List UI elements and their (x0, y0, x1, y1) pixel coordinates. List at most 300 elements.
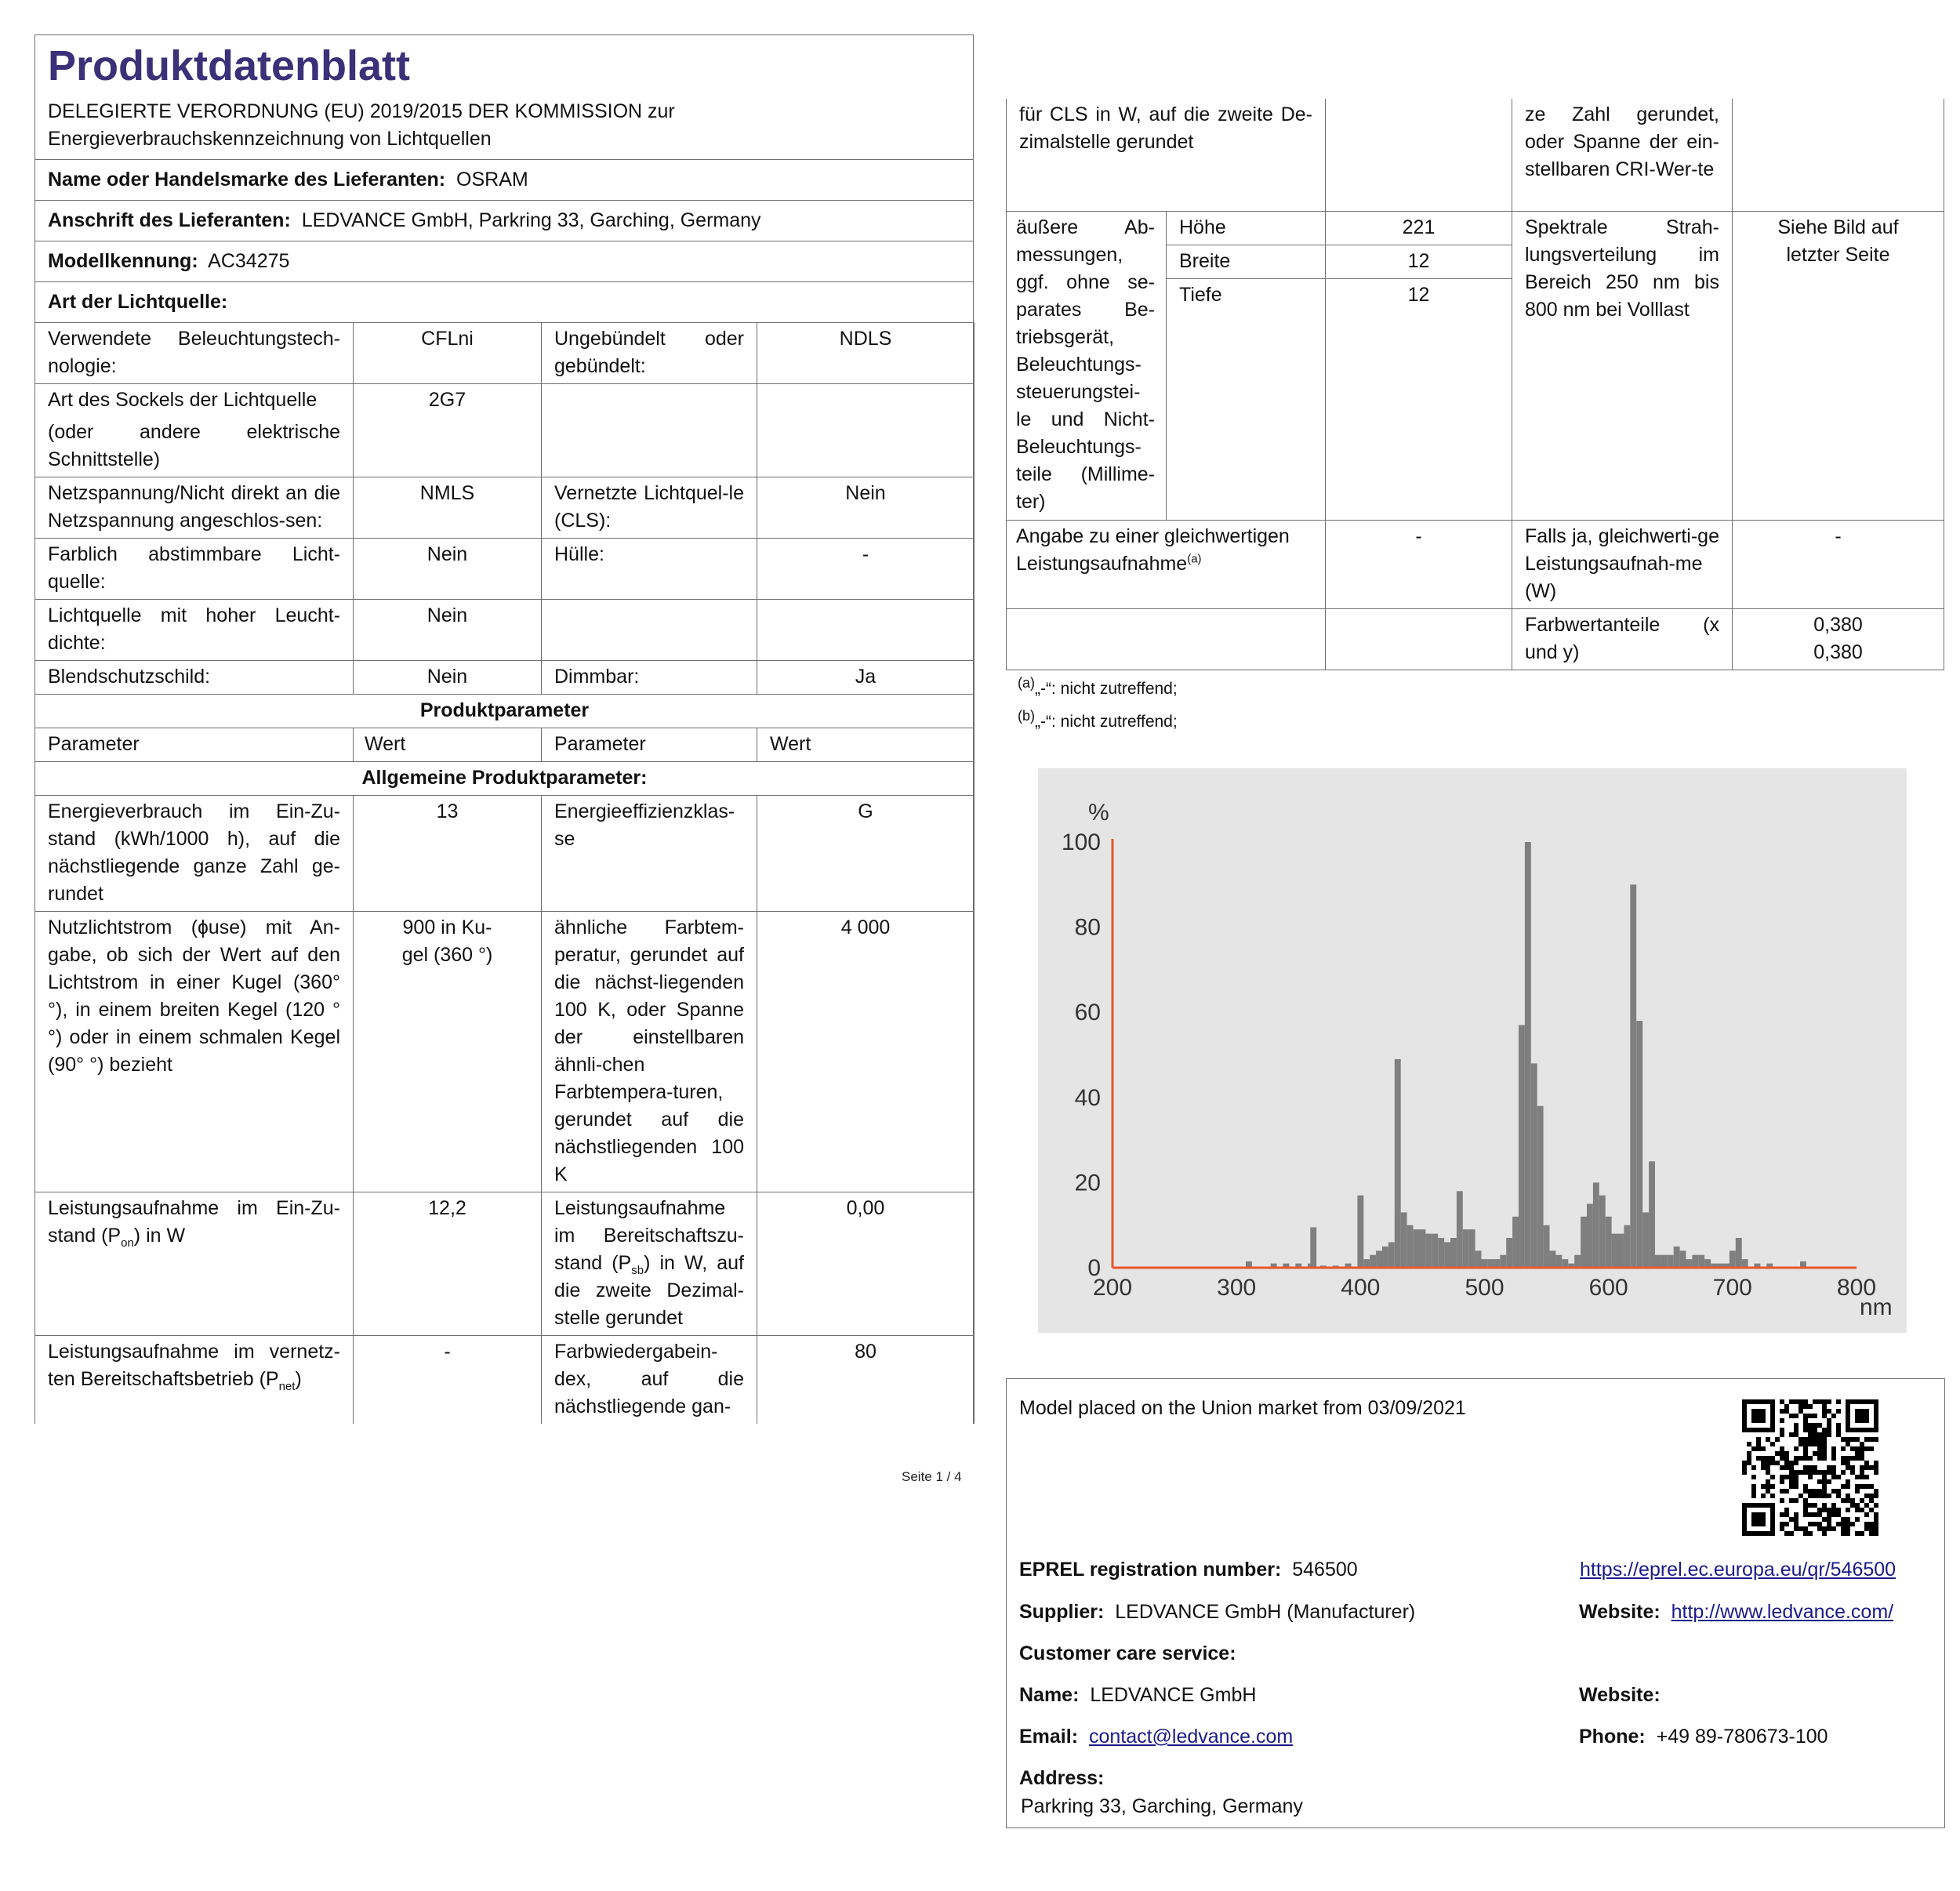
qr-module (1841, 1437, 1846, 1442)
qr-module (1770, 1456, 1775, 1461)
qr-module (1836, 1428, 1841, 1432)
qr-module (1846, 1517, 1850, 1522)
qr-module (1860, 1442, 1864, 1446)
email-label: Email: (1019, 1726, 1079, 1748)
qr-module (1817, 1437, 1822, 1442)
qr-module (1803, 1451, 1808, 1456)
spectrum-bar (1636, 1021, 1642, 1268)
qr-module (1803, 1446, 1808, 1451)
empty-cell (1326, 609, 1512, 670)
equiv-label (1007, 521, 1326, 609)
model-value: AC34275 (208, 250, 290, 272)
qr-module (1747, 1442, 1751, 1446)
qr-module (1794, 1512, 1798, 1517)
qr-module (1808, 1428, 1813, 1432)
info-box (1006, 1378, 1945, 1828)
qr-module (1813, 1437, 1817, 1442)
qr-module (1855, 1451, 1860, 1456)
x-tick-label: 600 (1588, 1275, 1628, 1301)
qr-module (1850, 1498, 1855, 1503)
qr-module (1831, 1446, 1836, 1451)
qr-module (1808, 1465, 1813, 1470)
equiv-label-text: Angabe zu einer gleichwertigen Leistungsaufnahme (1016, 525, 1290, 575)
qr-module (1827, 1508, 1831, 1512)
qr-module (1808, 1456, 1813, 1461)
glare-value: Nein (354, 661, 542, 695)
qr-module (1850, 1470, 1855, 1475)
qr-module (1803, 1456, 1808, 1461)
supplier-name-row (35, 160, 973, 201)
qr-module (1822, 1503, 1827, 1508)
qr-module (1822, 1446, 1827, 1451)
qr-module (1841, 1522, 1846, 1526)
qr-module (1789, 1432, 1794, 1437)
qr-module (1813, 1451, 1817, 1456)
qr-module (1822, 1526, 1827, 1531)
mains-label: Netzspannung/Nicht direkt an die Netzspannung angeschlos-sen: (35, 477, 354, 539)
qr-module (1747, 1461, 1751, 1465)
qr-module (1798, 1526, 1803, 1531)
qr-module (1822, 1489, 1827, 1494)
equiv-power-value: - (1733, 521, 1944, 609)
qr-module (1784, 1465, 1789, 1470)
spectrum-bar (1401, 1212, 1407, 1268)
care-name-label: Name: (1019, 1684, 1080, 1706)
qr-module (1831, 1526, 1836, 1531)
qr-module (1789, 1484, 1794, 1489)
qr-module (1780, 1428, 1784, 1432)
psb-sub: sb (631, 1264, 644, 1277)
x-tick-label: 200 (1092, 1275, 1133, 1301)
qr-module (1822, 1456, 1827, 1461)
psb-label-unit: ) in W, auf die zweite Dezimal-stelle gerundet (554, 1252, 744, 1329)
qr-module (1869, 1522, 1874, 1526)
qr-module (1841, 1461, 1846, 1465)
qr-module (1827, 1526, 1831, 1531)
qr-module (1874, 1526, 1878, 1531)
energy-value: 13 (354, 796, 542, 912)
qr-module (1808, 1503, 1813, 1508)
qr-module (1846, 1494, 1850, 1498)
footnote-a-mark: (a) (1018, 675, 1035, 691)
website-link[interactable]: http://www.ledvance.com/ (1671, 1601, 1894, 1623)
qr-module (1756, 1456, 1761, 1461)
spectrum-bar (1382, 1247, 1388, 1268)
qr-module (1780, 1479, 1784, 1484)
width-label: Breite (1167, 245, 1326, 279)
params-section-title-text: Produktparameter (419, 699, 590, 721)
chroma-values (1733, 609, 1944, 670)
qr-module (1789, 1461, 1794, 1465)
qr-module (1789, 1475, 1794, 1479)
qr-module (1766, 1456, 1770, 1461)
x-tick-label: 400 (1341, 1275, 1381, 1301)
spectrum-bar (1432, 1234, 1438, 1268)
spectrum-bar (1544, 1225, 1550, 1268)
qr-module (1831, 1512, 1836, 1517)
qr-module (1784, 1404, 1789, 1409)
qr-module (1813, 1442, 1817, 1446)
qr-module (1756, 1446, 1761, 1451)
qr-module (1822, 1414, 1827, 1418)
spectrum-bar (1500, 1255, 1506, 1268)
qr-module (1794, 1446, 1798, 1451)
spectral-label: Spektrale Strah-lungsverteilung im Bereich 250 nm bis 800 nm bei Volllast (1512, 212, 1733, 521)
qr-module (1841, 1456, 1846, 1461)
qr-module (1855, 1508, 1860, 1512)
qr-module (1780, 1512, 1784, 1517)
qr-module (1803, 1512, 1808, 1517)
high-luminance-label: Lichtquelle mit hoher Leucht-dichte: (35, 600, 354, 661)
qr-module (1827, 1409, 1831, 1414)
customer-care-label: Customer care service: (1019, 1642, 1236, 1664)
qr-module (1766, 1489, 1770, 1494)
qr-module (1846, 1461, 1850, 1465)
qr-module (1855, 1437, 1860, 1442)
qr-module (1864, 1494, 1869, 1498)
qr-module (1841, 1526, 1846, 1531)
qr-module (1794, 1414, 1798, 1418)
supplier-value: LEDVANCE GmbH (Manufacturer) (1115, 1601, 1416, 1623)
spectrum-bar (1512, 1217, 1519, 1268)
qr-module (1817, 1446, 1822, 1451)
qr-module (1742, 1461, 1747, 1465)
qr-module (1860, 1451, 1864, 1456)
supplier-address-label: Anschrift des Lieferanten: (48, 209, 291, 231)
qr-module (1794, 1470, 1798, 1475)
qr-module (1794, 1498, 1798, 1503)
equiv-sup: (a) (1187, 552, 1202, 566)
qr-module (1846, 1498, 1850, 1503)
qr-module (1831, 1470, 1836, 1475)
qr-module (1780, 1451, 1784, 1456)
socket-label (35, 384, 354, 477)
color-tunable-value: Nein (354, 539, 542, 600)
qr-module (1780, 1456, 1784, 1461)
phone-label: Phone: (1579, 1726, 1646, 1748)
spectrum-bar (1482, 1259, 1488, 1268)
spectrum-bar (1581, 1217, 1587, 1268)
qr-module (1780, 1399, 1784, 1404)
qr-module (1808, 1414, 1813, 1418)
spectrum-bar (1363, 1259, 1370, 1268)
qr-module (1794, 1479, 1798, 1484)
spectrum-bar (1550, 1250, 1556, 1268)
source-type-label: Art der Lichtquelle: (48, 291, 228, 313)
qr-finder (1751, 1409, 1766, 1423)
qr-module (1855, 1531, 1860, 1536)
qr-module (1808, 1442, 1813, 1446)
pnet-cont-label: für CLS in W, auf die zweite De-zimalstelle gerundet (1007, 99, 1326, 212)
qr-module (1803, 1399, 1808, 1404)
tech-value: CFLni (354, 323, 542, 384)
model-label: Modellkennung: (48, 250, 198, 272)
qr-module (1770, 1494, 1775, 1498)
x-tick-label: 300 (1217, 1275, 1257, 1301)
qr-module (1822, 1508, 1827, 1512)
qr-module (1817, 1508, 1822, 1512)
qr-module (1860, 1465, 1864, 1470)
height-value: 221 (1326, 212, 1512, 245)
qr-module (1766, 1461, 1770, 1465)
spectrum-bar (1630, 884, 1636, 1268)
qr-module (1822, 1475, 1827, 1479)
qr-module (1813, 1465, 1817, 1470)
qr-module (1836, 1399, 1841, 1404)
phone-row (1579, 1723, 1828, 1751)
qr-module (1813, 1432, 1817, 1437)
qr-module (1869, 1437, 1874, 1442)
qr-module (1874, 1465, 1878, 1470)
qr-module (1817, 1399, 1822, 1404)
qr-module (1841, 1446, 1846, 1451)
qr-module (1813, 1489, 1817, 1494)
pon-sub: on (121, 1236, 134, 1250)
qr-module (1822, 1484, 1827, 1489)
bundled-label: Ungebündelt oder gebündelt: (542, 323, 757, 384)
qr-module (1817, 1432, 1822, 1437)
qr-module (1798, 1399, 1803, 1404)
qr-module (1803, 1404, 1808, 1409)
qr-module (1798, 1404, 1803, 1409)
address-row (1019, 1765, 1104, 1792)
qr-module (1742, 1465, 1747, 1470)
qr-module (1841, 1484, 1846, 1489)
qr-module (1831, 1503, 1836, 1508)
footnote-a (1018, 677, 1178, 701)
cri-label: Farbwiedergabein-dex, auf die nächstliegende gan- (542, 1336, 757, 1425)
eprel-link[interactable]: https://eprel.ec.europa.eu/qr/546500 (1580, 1559, 1896, 1581)
qr-module (1850, 1465, 1855, 1470)
qr-module (1846, 1442, 1850, 1446)
qr-module (1855, 1446, 1860, 1451)
qr-module (1864, 1503, 1869, 1508)
qr-module (1860, 1446, 1864, 1451)
qr-module (1770, 1461, 1775, 1465)
qr-module (1775, 1461, 1780, 1465)
col-header-value: Wert (757, 728, 975, 762)
cri-value: 80 (757, 1336, 975, 1425)
qr-module (1803, 1498, 1808, 1503)
qr-module (1855, 1489, 1860, 1494)
spectrum-bar (1494, 1259, 1500, 1268)
empty-cell (542, 384, 757, 477)
website-label: Website: (1579, 1601, 1661, 1623)
qr-module (1846, 1465, 1850, 1470)
qr-module (1831, 1508, 1836, 1512)
general-params-title (35, 762, 975, 796)
qr-module (1780, 1432, 1784, 1437)
qr-module (1822, 1479, 1827, 1484)
qr-module (1808, 1512, 1813, 1517)
email-row (1019, 1723, 1293, 1751)
empty-cell (1326, 99, 1512, 212)
qr-module (1780, 1526, 1784, 1531)
y-tick-label: 20 (1074, 1170, 1101, 1196)
qr-module (1813, 1494, 1817, 1498)
spectrum-bar (1599, 1196, 1606, 1268)
cct-label: ähnliche Farbtem-peratur, gerundet auf die nächst-liegenden 100 K, oder Spanne der einstellbaren ähnli-chen Farbtempera-turen, gerundet auf die nächstliegenden 100 K (542, 912, 757, 1192)
qr-module (1798, 1456, 1803, 1461)
empty-cell (757, 600, 975, 661)
qr-module (1846, 1484, 1850, 1489)
qr-finder (1855, 1409, 1869, 1423)
chroma-x: 0,380 (1813, 614, 1863, 636)
qr-module (1831, 1465, 1836, 1470)
model-row (35, 241, 973, 282)
qr-module (1813, 1522, 1817, 1526)
col-header-value: Wert (354, 728, 542, 762)
spectrum-bar (1655, 1255, 1661, 1268)
general-params-title-text: Allgemeine Produktparameter: (361, 767, 648, 789)
qr-module (1864, 1461, 1869, 1465)
pnet-value: - (354, 1336, 542, 1425)
qr-module (1794, 1399, 1798, 1404)
pnet-label (35, 1336, 354, 1425)
qr-module (1817, 1512, 1822, 1517)
spectrum-bar (1407, 1225, 1414, 1268)
qr-module (1822, 1531, 1827, 1536)
qr-module (1784, 1409, 1789, 1414)
spectrum-bar (1661, 1255, 1668, 1268)
qr-module (1822, 1404, 1827, 1409)
tech-label: Verwendete Beleuchtungstech-nologie: (35, 323, 354, 384)
spectrum-bar (1668, 1255, 1674, 1268)
spectrum-bar (1742, 1259, 1748, 1268)
qr-module (1827, 1465, 1831, 1470)
qr-module (1794, 1484, 1798, 1489)
qr-module (1761, 1484, 1766, 1489)
qr-module (1803, 1470, 1808, 1475)
y-tick-label: 100 (1061, 829, 1101, 855)
qr-module (1766, 1470, 1770, 1475)
supplier-row (1019, 1599, 1415, 1626)
qr-module (1836, 1489, 1841, 1494)
empty-cell (1007, 609, 1326, 670)
qr-module (1827, 1470, 1831, 1475)
cls-value: Nein (757, 477, 975, 539)
qr-module (1751, 1489, 1756, 1494)
qr-module (1808, 1475, 1813, 1479)
qr-module (1803, 1531, 1808, 1536)
qr-module (1850, 1503, 1855, 1508)
phone-value: +49 89-780673-100 (1656, 1726, 1828, 1748)
qr-module (1822, 1409, 1827, 1414)
qr-module (1798, 1409, 1803, 1414)
spectrum-bar (1704, 1259, 1711, 1268)
supplier-label: Supplier: (1019, 1601, 1105, 1623)
qr-module (1874, 1470, 1878, 1475)
spectrum-bar (1444, 1242, 1450, 1268)
qr-module (1822, 1494, 1827, 1498)
qr-module (1817, 1423, 1822, 1428)
footnote-b-text: „-“: nicht zutreffend; (1035, 713, 1178, 731)
equiv-value: - (1326, 521, 1512, 609)
spectrum-bar (1420, 1229, 1426, 1268)
qr-module (1860, 1470, 1864, 1475)
qr-module (1794, 1526, 1798, 1531)
qr-module (1789, 1479, 1794, 1484)
qr-module (1794, 1461, 1798, 1465)
light-source-table (34, 322, 975, 1424)
qr-module (1756, 1437, 1761, 1442)
spectral-chart (1038, 768, 1907, 1333)
website-row (1579, 1599, 1893, 1626)
qr-module (1827, 1522, 1831, 1526)
spectrum-bar (1438, 1238, 1444, 1268)
pnet-label-text: Leistungsaufnahme im vernetz-ten Bereitschaftsbetrieb (P (48, 1341, 340, 1390)
qr-module (1780, 1409, 1784, 1414)
qr-module (1822, 1451, 1827, 1456)
qr-module (1836, 1475, 1841, 1479)
qr-module (1794, 1423, 1798, 1428)
qr-module (1841, 1531, 1846, 1536)
qr-module (1808, 1489, 1813, 1494)
qr-module (1766, 1465, 1770, 1470)
address-value: Parkring 33, Garching, Germany (1021, 1795, 1303, 1817)
qr-module (1817, 1489, 1822, 1494)
qr-module (1808, 1423, 1813, 1428)
qr-module (1808, 1432, 1813, 1437)
chroma-y: 0,380 (1813, 641, 1863, 663)
qr-module (1803, 1414, 1808, 1418)
qr-module (1827, 1418, 1831, 1423)
qr-module (1761, 1446, 1766, 1451)
spectrum-bar (1457, 1191, 1463, 1268)
qr-module (1817, 1526, 1822, 1531)
qr-module (1780, 1522, 1784, 1526)
qr-module (1850, 1522, 1855, 1526)
email-link[interactable]: contact@ledvance.com (1088, 1726, 1294, 1748)
qr-module (1784, 1522, 1789, 1526)
pnet-label-unit: ) (295, 1368, 302, 1390)
qr-module (1869, 1494, 1874, 1498)
qr-module (1803, 1489, 1808, 1494)
qr-module (1794, 1432, 1798, 1437)
spectrum-bar (1730, 1250, 1736, 1268)
qr-module (1747, 1456, 1751, 1461)
spectrum-bar (1624, 1225, 1630, 1268)
qr-module (1836, 1508, 1841, 1512)
qr-module (1827, 1517, 1831, 1522)
qr-module (1780, 1475, 1784, 1479)
qr-module (1803, 1484, 1808, 1489)
pon-label (35, 1192, 354, 1336)
qr-module (1813, 1470, 1817, 1475)
qr-module (1794, 1517, 1798, 1522)
flux-label: Nutzlichtstrom (ɸuse) mit An-gabe, ob sich der Wert auf den Lichtstrom in einer Kugel (360° °), in einem breiten Kegel (120 °°) oder in einem schmalen Kegel (90° °) bezieht (35, 912, 354, 1192)
eprel-value: 546500 (1292, 1559, 1358, 1581)
qr-module (1822, 1428, 1827, 1432)
envelope-value: - (757, 539, 975, 600)
qr-module (1874, 1522, 1878, 1526)
qr-module (1836, 1432, 1841, 1437)
qr-module (1831, 1456, 1836, 1461)
qr-module (1789, 1470, 1794, 1475)
supplier-name-label: Name oder Handelsmarke des Lieferanten: (48, 169, 446, 191)
socket-label-line2: (oder andere elektrische Schnittstelle) (48, 421, 340, 470)
qr-module (1860, 1508, 1864, 1512)
qr-module (1751, 1465, 1756, 1470)
cct-value: 4 000 (757, 912, 975, 1192)
qr-module (1827, 1428, 1831, 1432)
spectrum-bar (1674, 1247, 1680, 1268)
qr-module (1817, 1479, 1822, 1484)
qr-module (1798, 1470, 1803, 1475)
qr-module (1756, 1442, 1761, 1446)
qr-module (1864, 1475, 1869, 1479)
qr-module (1869, 1508, 1874, 1512)
